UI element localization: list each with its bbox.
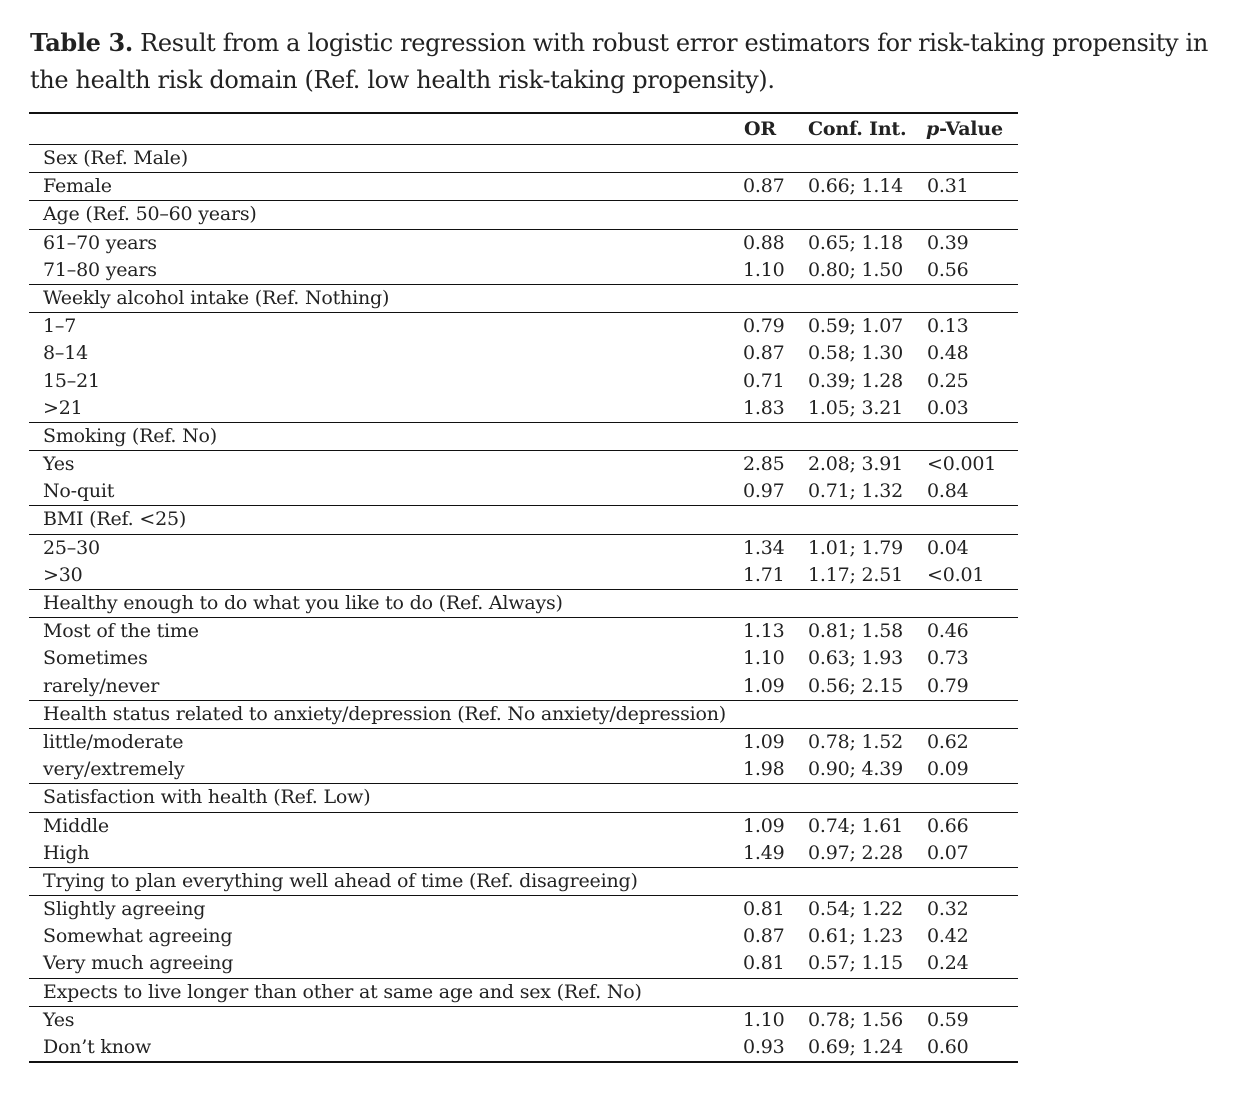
table-body	[29, 145, 1018, 1061]
odds-ratio-cell: 0.81	[743, 952, 785, 975]
row-label: >21	[43, 396, 83, 419]
header-p-rest: -Value	[939, 118, 1003, 140]
table-group-row	[29, 145, 1018, 173]
conf-int-cell: 0.66; 1.14	[808, 175, 904, 198]
odds-ratio-cell: 1.49	[743, 841, 785, 864]
odds-ratio-cell: 1.98	[743, 758, 785, 781]
table-row	[29, 729, 1018, 756]
conf-int-cell: 0.58; 1.30	[808, 342, 904, 365]
conf-int-cell: 0.90; 4.39	[808, 758, 904, 781]
conf-int-cell: 0.56; 2.15	[808, 674, 904, 697]
row-label: High	[43, 841, 90, 864]
row-label: Slightly agreeing	[43, 898, 206, 921]
conf-int-cell: 0.78; 1.52	[808, 730, 904, 753]
table-group-row	[29, 979, 1018, 1007]
row-label: Very much agreeing	[43, 952, 234, 975]
p-value-cell: 0.48	[927, 342, 969, 365]
caption-label: Table 3.	[30, 28, 133, 57]
group-label: Sex (Ref. Male)	[43, 147, 188, 169]
p-value-cell: 0.60	[927, 1036, 969, 1058]
table-header-row	[29, 114, 1018, 145]
table-row	[29, 478, 1018, 506]
p-value-cell: 0.59	[927, 1008, 969, 1031]
table-row	[29, 257, 1018, 285]
p-value-cell: 0.79	[927, 674, 969, 697]
odds-ratio-cell: 0.93	[743, 1036, 785, 1058]
p-value-cell: 0.62	[927, 730, 969, 753]
conf-int-cell: 0.74; 1.61	[808, 814, 904, 837]
table-row	[29, 562, 1018, 590]
p-value-cell: 0.07	[927, 841, 969, 864]
odds-ratio-cell: 1.10	[743, 647, 785, 670]
group-label: Satisfaction with health (Ref. Low)	[43, 786, 371, 809]
table-row	[29, 313, 1018, 340]
conf-int-cell: 0.97; 2.28	[808, 841, 904, 864]
row-label: 71–80 years	[43, 258, 157, 281]
conf-int-cell: 0.39; 1.28	[808, 369, 904, 392]
row-label: Sometimes	[43, 647, 148, 670]
table-row	[29, 1007, 1018, 1034]
conf-int-cell: 0.57; 1.15	[808, 952, 904, 975]
row-label: little/moderate	[43, 730, 184, 753]
conf-int-cell: 0.59; 1.07	[808, 315, 904, 338]
table-row	[29, 618, 1018, 645]
conf-int-cell: 0.54; 1.22	[808, 898, 904, 921]
p-value-cell: 0.42	[927, 925, 969, 948]
odds-ratio-cell: 0.87	[743, 342, 785, 365]
p-value-cell: 0.46	[927, 620, 969, 643]
group-label: Healthy enough to do what you like to do (Ref. Always)	[43, 592, 563, 614]
table-row	[29, 451, 1018, 478]
p-value-cell: 0.03	[927, 396, 969, 419]
table-group-row	[29, 590, 1018, 618]
conf-int-cell: 1.05; 3.21	[808, 396, 904, 419]
table-group-row	[29, 701, 1018, 729]
odds-ratio-cell: 0.71	[743, 369, 785, 392]
table-row	[29, 1034, 1018, 1061]
odds-ratio-cell: 1.71	[743, 563, 785, 586]
row-label: 15–21	[43, 369, 100, 392]
group-label: BMI (Ref. <25)	[43, 508, 187, 531]
odds-ratio-cell: 1.09	[743, 674, 785, 697]
table-row	[29, 840, 1018, 868]
table-row	[29, 395, 1018, 423]
header-or: OR	[744, 118, 776, 140]
header-conf-int: Conf. Int.	[808, 118, 907, 140]
row-label: Somewhat agreeing	[43, 925, 233, 948]
odds-ratio-cell: 1.83	[743, 396, 785, 419]
table-row	[29, 896, 1018, 923]
p-value-cell: 0.56	[927, 258, 969, 281]
group-label: Weekly alcohol intake (Ref. Nothing)	[43, 286, 390, 309]
row-label: very/extremely	[43, 758, 185, 781]
row-label: Yes	[43, 1008, 75, 1031]
p-value-cell: 0.04	[927, 536, 969, 559]
p-value-cell: 0.13	[927, 315, 969, 338]
conf-int-cell: 0.71; 1.32	[808, 480, 904, 503]
table-group-row	[29, 868, 1018, 896]
odds-ratio-cell: 1.09	[743, 814, 785, 837]
odds-ratio-cell: 0.79	[743, 315, 785, 338]
conf-int-cell: 1.17; 2.51	[808, 563, 904, 586]
table-group-row	[29, 285, 1018, 313]
table-row	[29, 368, 1018, 395]
odds-ratio-cell: 1.34	[743, 536, 785, 559]
odds-ratio-cell: 0.88	[743, 231, 785, 254]
p-value-cell: <0.001	[927, 453, 997, 476]
p-value-cell: <0.01	[927, 563, 985, 586]
table-row	[29, 813, 1018, 840]
table-row	[29, 756, 1018, 784]
conf-int-cell: 0.78; 1.56	[808, 1008, 904, 1031]
regression-table	[29, 112, 1018, 1063]
row-label: Female	[43, 175, 112, 198]
row-label: >30	[43, 563, 83, 586]
conf-int-cell: 0.69; 1.24	[808, 1036, 904, 1058]
odds-ratio-cell: 2.85	[743, 453, 785, 476]
row-label: 61–70 years	[43, 231, 157, 254]
odds-ratio-cell: 1.13	[743, 620, 785, 643]
p-value-cell: 0.39	[927, 231, 969, 254]
odds-ratio-cell: 0.87	[743, 925, 785, 948]
group-label: Health status related to anxiety/depression (Ref. No anxiety/depression)	[43, 702, 727, 725]
row-label: Don’t know	[43, 1036, 152, 1058]
table-row	[29, 645, 1018, 672]
odds-ratio-cell: 0.97	[743, 480, 785, 503]
row-label: No-quit	[43, 480, 115, 503]
p-value-cell: 0.73	[927, 647, 969, 670]
p-value-cell: 0.24	[927, 952, 969, 975]
header-p-value	[926, 114, 1003, 144]
header-p-italic: p	[926, 118, 940, 140]
table-group-row	[29, 423, 1018, 451]
table-row	[29, 173, 1018, 201]
odds-ratio-cell: 1.10	[743, 258, 785, 281]
p-value-cell: 0.09	[927, 758, 969, 781]
p-value-cell: 0.32	[927, 898, 969, 921]
table-row	[29, 340, 1018, 367]
table-row	[29, 230, 1018, 257]
p-value-cell: 0.66	[927, 814, 969, 837]
row-label: 8–14	[43, 342, 88, 365]
table-row	[29, 950, 1018, 978]
row-label: Middle	[43, 814, 109, 837]
row-label: 25–30	[43, 536, 100, 559]
table-group-row	[29, 201, 1018, 229]
row-label: Yes	[43, 453, 75, 476]
p-value-cell: 0.84	[927, 480, 969, 503]
conf-int-cell: 0.63; 1.93	[808, 647, 904, 670]
conf-int-cell: 0.80; 1.50	[808, 258, 904, 281]
row-label: rarely/never	[43, 674, 160, 697]
p-value-cell: 0.25	[927, 369, 969, 392]
table-group-row	[29, 784, 1018, 812]
p-value-cell: 0.31	[927, 175, 969, 198]
table-row	[29, 923, 1018, 950]
table-row	[29, 535, 1018, 562]
odds-ratio-cell: 1.10	[743, 1008, 785, 1031]
group-label: Smoking (Ref. No)	[43, 424, 217, 447]
caption-text: Result from a logistic regression with robust error estimators for risk-taking propensity in the health risk domain (Ref. low health risk-taking propensity).	[30, 29, 1208, 94]
conf-int-cell: 0.81; 1.58	[808, 620, 904, 643]
table-row	[29, 673, 1018, 701]
odds-ratio-cell: 1.09	[743, 730, 785, 753]
group-label: Trying to plan everything well ahead of time (Ref. disagreeing)	[43, 869, 638, 892]
row-label: Most of the time	[43, 620, 199, 643]
table-group-row	[29, 506, 1018, 534]
conf-int-cell: 2.08; 3.91	[808, 453, 904, 476]
conf-int-cell: 0.65; 1.18	[808, 231, 904, 254]
row-label: 1–7	[43, 315, 77, 338]
group-label: Expects to live longer than other at same age and sex (Ref. No)	[43, 980, 642, 1003]
odds-ratio-cell: 0.87	[743, 175, 785, 198]
conf-int-cell: 1.01; 1.79	[808, 536, 904, 559]
group-label: Age (Ref. 50–60 years)	[43, 203, 257, 226]
odds-ratio-cell: 0.81	[743, 898, 785, 921]
conf-int-cell: 0.61; 1.23	[808, 925, 904, 948]
table-caption	[30, 24, 1245, 99]
